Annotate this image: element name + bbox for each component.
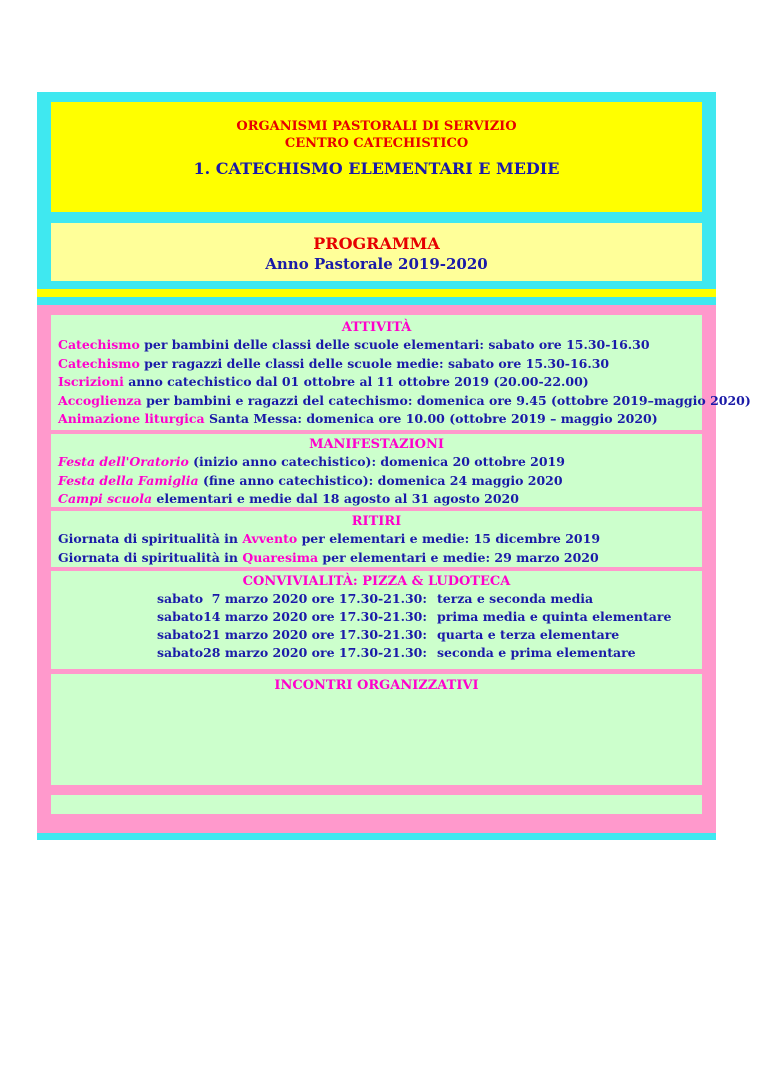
programma-box — [51, 223, 702, 281]
convivialita-box — [51, 571, 702, 669]
header-title: 1. CATECHISMO ELEMENTARI E MEDIE — [193, 159, 560, 178]
manifestazioni-heading: MANIFESTAZIONI — [309, 437, 444, 452]
attivita-item: Catechismo per ragazzi delle classi delle scuole medie: sabato ore 15.30-16.30 — [58, 355, 610, 371]
attivita-item: Iscrizioni anno catechistico dal 01 ottobre al 11 ottobre 2019 (20.00-22.00) — [58, 374, 589, 389]
manifestazioni-item: Festa dell'Oratorio (inizio anno catechistico): domenica 20 ottobre 2019 — [58, 454, 565, 469]
convivialita-row: sabato 7 marzo 2020 ore 17.30-21.30: terza e seconda media — [157, 591, 594, 606]
attivita-item: Accoglienza per bambini e ragazzi del catechismo: domenica ore 9.45 (ottobre 2019–maggio 2020) — [58, 392, 751, 408]
manifestazioni-item: Campi scuola elementari e medie dal 18 agosto al 31 agosto 2020 — [58, 491, 519, 506]
program-area — [37, 305, 751, 833]
convivialita-row: sabato 28 marzo 2020 ore 17.30-21.30: seconda e prima elementare — [157, 645, 636, 660]
convivialita-heading: CONVIVIALITÀ: PIZZA & LUDOTECA — [242, 574, 511, 589]
convivialita-row: sabato 14 marzo 2020 ore 17.30-21.30: prima media e quinta elementare — [157, 609, 672, 624]
manifestazioni-box — [51, 434, 702, 507]
ritiri-box — [51, 511, 702, 567]
attivita-heading: ATTIVITÀ — [341, 320, 412, 335]
attivita-item: Catechismo per bambini delle classi delle scuole elementari: sabato ore 15.30-16.30 — [58, 337, 650, 352]
ritiri-item: Giornata di spiritualità in Avvento per elementari e medie: 15 dicembre 2019 — [58, 531, 601, 546]
empty-box — [51, 795, 702, 814]
ritiri-item: Giornata di spiritualità in Quaresima per elementari e medie: 29 marzo 2020 — [58, 549, 599, 565]
programma-subtitle: Anno Pastorale 2019-2020 — [265, 255, 488, 273]
convivialita-row: sabato 21 marzo 2020 ore 17.30-21.30: quarta e terza elementare — [157, 627, 620, 642]
header-line1: ORGANISMI PASTORALI DI SERVIZIO — [236, 119, 517, 134]
header-line2: CENTRO CATECHISTICO — [284, 136, 469, 151]
incontri-box — [51, 674, 702, 785]
programma-title: PROGRAMMA — [313, 234, 440, 253]
incontri-heading: INCONTRI ORGANIZZATIVI — [274, 678, 479, 693]
separator-strip — [37, 289, 716, 297]
header-box — [51, 102, 702, 212]
attivita-box — [51, 315, 751, 430]
attivita-item: Animazione liturgica Santa Messa: domenica ore 10.00 (ottobre 2019 – maggio 2020) — [58, 411, 658, 426]
page-frame — [37, 92, 751, 840]
convivialita-table — [157, 590, 671, 662]
manifestazioni-item: Festa della Famiglia (fine anno catechistico): domenica 24 maggio 2020 — [58, 472, 563, 488]
ritiri-heading: RITIRI — [351, 514, 402, 529]
